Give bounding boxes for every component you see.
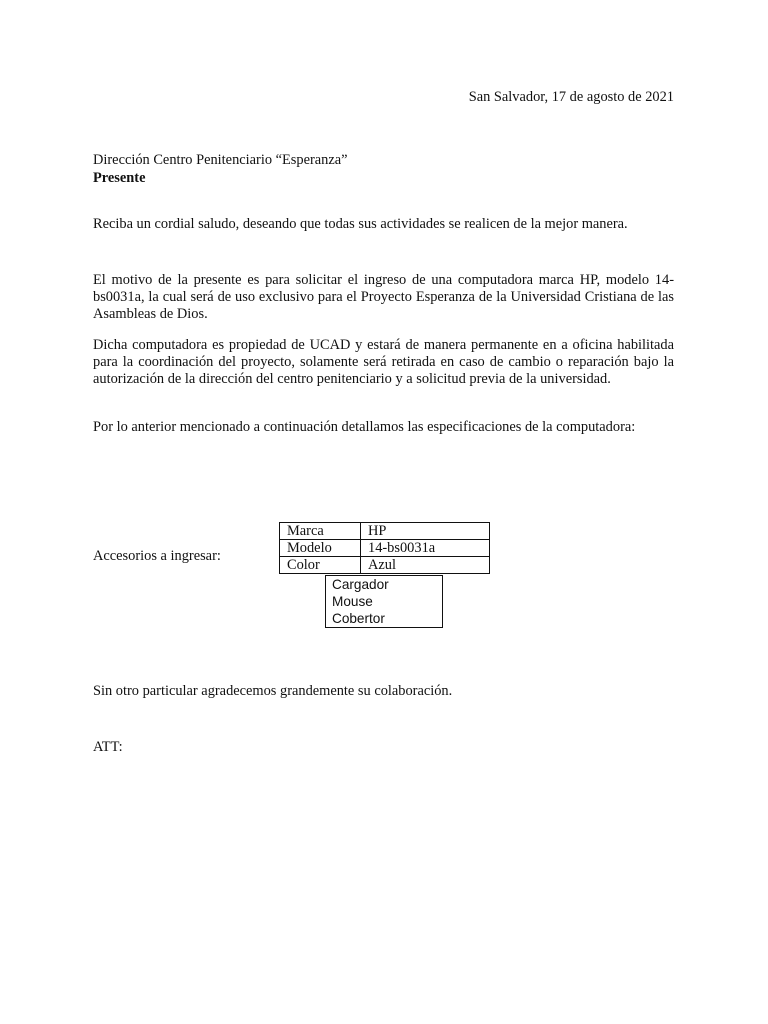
table-row xyxy=(280,523,490,540)
specifications-table xyxy=(279,522,490,574)
spec-label-color: Color xyxy=(280,557,361,574)
accessory-item-charger: Cargador xyxy=(332,577,389,592)
spec-label-model: Modelo xyxy=(280,540,361,557)
table-row xyxy=(280,540,490,557)
spec-value-brand: HP xyxy=(361,523,490,540)
table-row xyxy=(280,557,490,574)
addressee-line: Dirección Centro Penitenciario “Esperanza” xyxy=(93,152,348,168)
greeting-paragraph: Reciba un cordial saludo, deseando que todas sus actividades se realicen de la mejor manera. xyxy=(93,216,628,232)
closing-paragraph: Sin otro particular agradecemos grandemente su colaboración. xyxy=(93,683,453,699)
accessories-box xyxy=(325,575,443,628)
spec-value-model: 14-bs0031a xyxy=(361,540,490,557)
accessory-item-mouse: Mouse xyxy=(332,594,373,609)
salutation: Presente xyxy=(93,170,146,186)
accessories-label: Accesorios a ingresar: xyxy=(93,548,221,564)
spec-value-color: Azul xyxy=(361,557,490,574)
accessory-item-cover: Cobertor xyxy=(332,611,385,626)
spec-label-brand: Marca xyxy=(280,523,361,540)
paragraph-ownership: Dicha computadora es propiedad de UCAD y estará de manera permanente en a oficina habilitada para la coordinación del proyecto, solamente será retirada en caso de cambio o reparación bajo la autorización de la dirección del centro penitenciario y a solicitud previa de la universidad. xyxy=(93,337,674,387)
signoff: ATT: xyxy=(93,739,123,755)
paragraph-specifications-intro: Por lo anterior mencionado a continuación detallamos las especificaciones de la computadora: xyxy=(93,419,636,435)
letter-date: San Salvador, 17 de agosto de 2021 xyxy=(468,89,674,105)
paragraph-request: El motivo de la presente es para solicitar el ingreso de una computadora marca HP, modelo 14-bs0031a, la cual será de uso exclusivo para el Proyecto Esperanza de la Universidad Cristiana de las Asambleas de Dios. xyxy=(93,272,674,322)
